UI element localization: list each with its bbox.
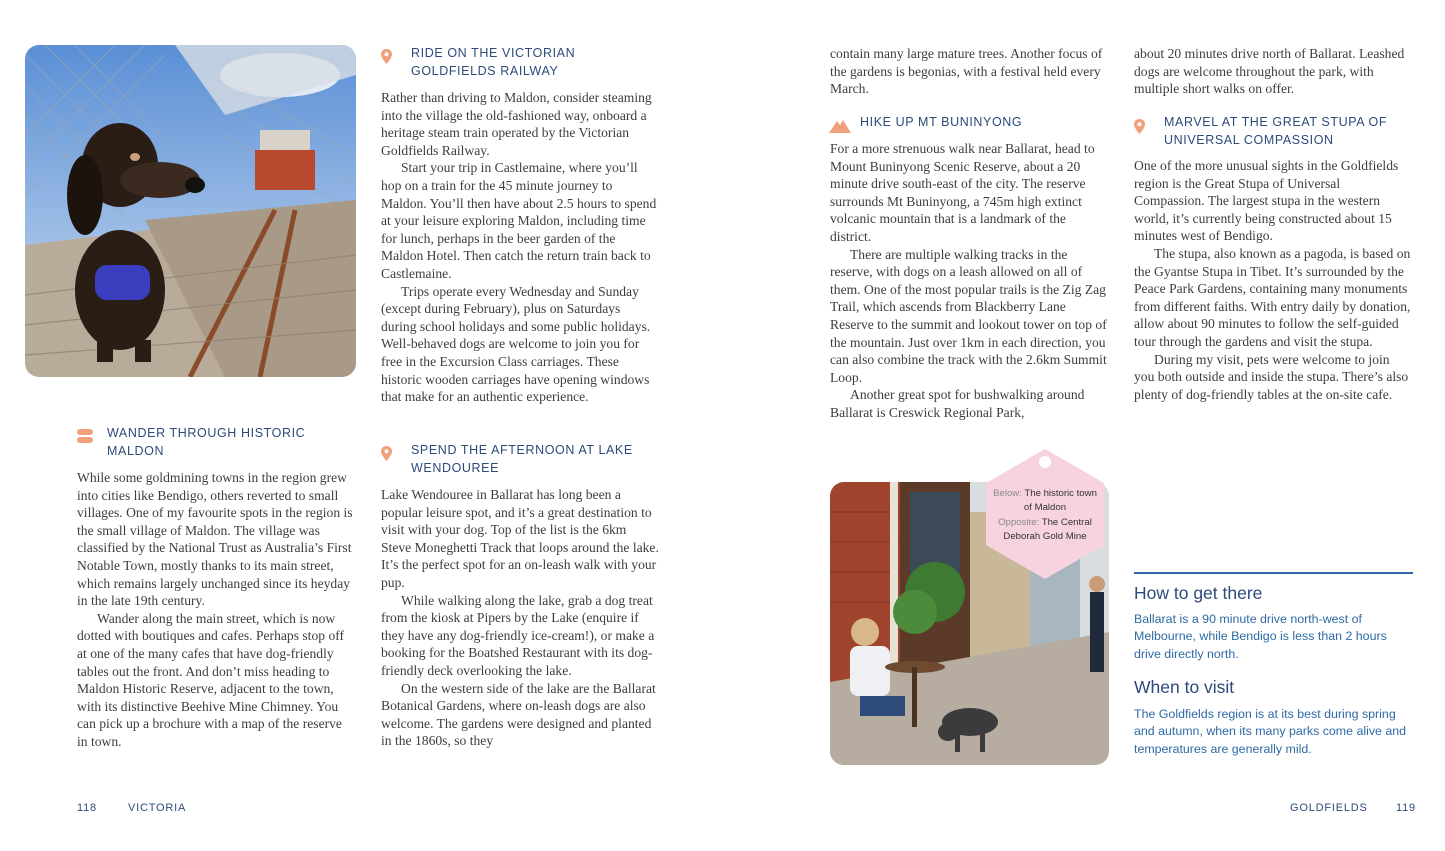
- heading-wander-maldon: WANDER THROUGH HISTORIC MALDON: [107, 426, 306, 458]
- sidebar-divider: [1134, 572, 1413, 574]
- location-pin-icon: [1133, 118, 1146, 135]
- paragraph: Wander along the main street, which is now dotted with boutiques and cafes. Perhaps stop off at one of the many cafes that have dog-friendly tables out the front. And don’t miss heading to Maldon Historic Reserve, adjacent to the town, with its distinctive Beehive Mine Chimney. You can pick up a brochure with a map of the reserve in town.: [77, 610, 345, 749]
- caption-text: The Central Deborah Gold Mine: [1003, 516, 1092, 543]
- buninyong-body: [830, 140, 1110, 422]
- paragraph: Lake Wendouree in Ballarat has long been a popular leisure spot, and it’s a great destination to visit with your dog. Top of the list is the 6km Steve Moneghetti Track that loops around the lake. It’s the perfect spot for an on-leash walk with your pup.: [381, 487, 659, 590]
- running-head-left: VICTORIA: [128, 802, 187, 814]
- paragraph: contain many large mature trees. Another focus of the gardens is begonias, with a festival held every March.: [830, 46, 1103, 97]
- paragraph: Rather than driving to Maldon, consider steaming into the village the old-fashioned way, onboard a heritage steam train operated by the Victorian Goldfields Railway.: [381, 90, 652, 158]
- location-pin-icon: [380, 445, 393, 462]
- heading-railway: RIDE ON THE VICTORIAN GOLDFIELDS RAILWAY: [411, 46, 576, 78]
- paragraph: One of the more unusual sights in the Goldfields region is the Great Stupa of Universal Compassion. The largest stupa in the western world, it’s currently being constructed about 15 minutes west of Bendigo.: [1134, 158, 1399, 244]
- photo-caption-text: [990, 487, 1100, 545]
- heading-stupa: MARVEL AT THE GREAT STUPA OF UNIVERSAL COMPASSION: [1164, 115, 1388, 147]
- stupa-body: [1134, 157, 1412, 403]
- page-number-left: 118: [77, 802, 97, 814]
- dachshund-photo: [25, 45, 356, 377]
- how-to-get-there-text: Ballarat is a 90 minute drive north-west of Melbourne, while Bendigo is less than 2 hours drive directly north.: [1134, 612, 1387, 661]
- paragraph: Trips operate every Wednesday and Sunday (except during February), plus on Saturdays during school holidays and some public holidays. Well-behaved dogs are welcome to join you for free in the Excursion Class carriages. These historic wooden carriages have opening windows that make for an authentic experience.: [381, 283, 651, 405]
- when-to-visit-text: The Goldfields region is at its best during spring and autumn, when its many parks come alive and temperatures are generally mild.: [1134, 707, 1407, 756]
- paragraph: While walking along the lake, grab a dog treat from the kiosk at Pipers by the Lake (enquire if they have any dog-friendly ice-cream!), or make a booking for the Boatshed Restaurant with its dog-friendly deck overlooking the lake.: [381, 592, 655, 678]
- col1-continuation: [830, 45, 1108, 98]
- paragraph: While some goldmining towns in the region grew into cities like Bendigo, others reverted to small villages. One of my favourite spots in the region is the small village of Maldon. The village was classified by the National Trust as Australia’s First Notable Town, mostly thanks to its main street, which remains largely unchanged since its heyday in the late 19th century.: [77, 470, 353, 609]
- heading-wendouree: SPEND THE AFTERNOON AT LAKE WENDOUREE: [411, 443, 633, 475]
- mountain-icon: [829, 118, 851, 133]
- wendouree-body: [381, 486, 659, 750]
- paragraph: Start your trip in Castlemaine, where you’ll hop on a train for the 45 minute journey to Maldon. You’ll then have about 2.5 hours to spend at your leisure exploring Maldon, including time for lunch, perhaps in the beer garden of the Maldon Hotel. Then catch the return train back to Castlemaine.: [381, 160, 657, 281]
- paragraph: about 20 minutes drive north of Ballarat. Leashed dogs are welcome throughout the park, with multiple short walks on offer.: [1134, 46, 1405, 97]
- heading-buninyong: HIKE UP MT BUNINYONG: [860, 115, 1023, 129]
- paragraph: There are multiple walking tracks in the reserve, with dogs on a leash allowed on all of them. One of the most popular trails is the Zig Zag Trail, which ascends from Blackberry Lane Reserve to the summit and lookout tower on top of the mountain. Just over 1km in each direction, you can also combine the track with the 2.6km Summit Loop.: [830, 246, 1107, 385]
- paragraph: Another great spot for bushwalking around Ballarat is Creswick Regional Park,: [830, 387, 1085, 420]
- railway-body: [381, 89, 659, 406]
- caption-label: Below:: [993, 488, 1022, 499]
- wander-body: [77, 469, 355, 751]
- page-number-right: 119: [1396, 802, 1416, 814]
- photo-caption-badge: [984, 447, 1106, 581]
- caption-label: Opposite:: [998, 516, 1040, 528]
- paragraph: On the western side of the lake are the Ballarat Botanical Gardens, where on-leash dogs are also welcome. The gardens were designed and planted in the 1860s, so they: [381, 680, 656, 749]
- paragraph: The stupa, also known as a pagoda, is based on the Gyantse Stupa in Tibet. It’s surrounded by the Peace Park Gardens, containing many monuments from different faiths. With entry daily by donation, allow about 90 minutes to follow the self-guided tour through the gardens and visit the stupa.: [1134, 245, 1411, 349]
- paragraph: During my visit, pets were welcome to join you both outside and inside the stupa. There’s also plenty of dog-friendly tables at the on-site cafe.: [1134, 351, 1409, 402]
- road-sign-icon: [76, 428, 94, 444]
- col2-continuation: [1134, 45, 1409, 98]
- how-to-get-there-title: How to get there: [1134, 583, 1263, 603]
- when-to-visit-title: When to visit: [1134, 677, 1235, 697]
- running-head-right: GOLDFIELDS: [1290, 802, 1368, 814]
- caption-text: The historic town of Maldon: [1023, 488, 1097, 514]
- paragraph: For a more strenuous walk near Ballarat, head to Mount Buninyong Scenic Reserve, about a 20 minute drive south-east of the city. The reserve surrounds Mt Buninyong, a 745m high extinct volcanic mountain that is a landmark of the district.: [830, 141, 1095, 244]
- location-pin-icon: [380, 48, 393, 65]
